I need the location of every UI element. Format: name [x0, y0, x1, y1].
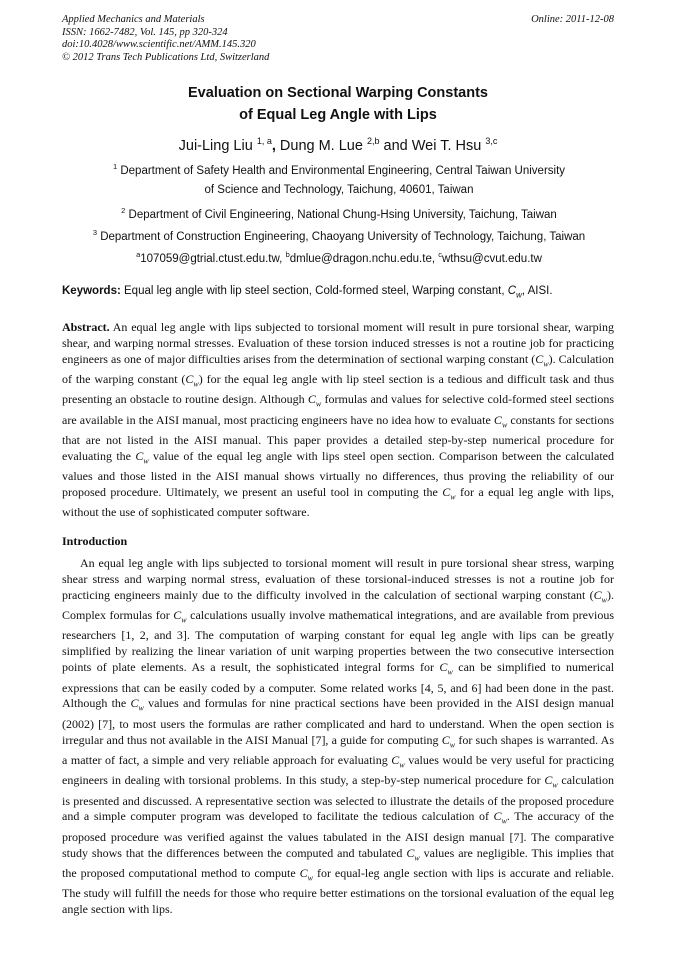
abstract: Abstract. An equal leg angle with lips subjected to torsional moment will result in pure torsional shear, warping shear, and warping normal stresses. Evaluation of these torsion induced stresses is not a routine job for practicing engineers as one of major difficulties arises from the determination of sectional warping constant $(C_w)$. Calculation of the warping constant $(C_w)$ for the equal leg angle with lip steel section is a tedious and difficult task and thus presenting an obstacle to routine design. Although $C_w$ formulas and values for selective cold-formed steel sections are available in the AISI manual, most practicing engineers have no idea how to evaluate $C_w$ constants for sections that are not listed in the AISI manual. This paper provides a detailed step-by-step numerical procedure for evaluating the $C_w$ value of the equal leg angle with lips steel open section. Comparison between the calculated values and those listed in the AISI manual shows virtually no differences, thus proving the reliability of our proposed procedure. Ultimately, we present an useful tool in computing the $C_w$ for a equal leg angle with lips, without the use of sophisticated computer software. [62, 320, 615, 520]
section-heading-introduction: Introduction [62, 534, 128, 548]
affiliation-2: $^2$ Department of Civil Engineering, National Chung-Hsing University, Taichung, Taiwan [121, 206, 557, 221]
copyright: © 2012 Trans Tech Publications Ltd, Switzerland [62, 51, 270, 63]
email-a: 107059@gtrial.ctust.edu.tw, [140, 252, 283, 265]
keywords-label: Keywords: [62, 285, 121, 297]
author-2: Dung M. Lue [279, 137, 363, 154]
author-2-affil: 2,b [366, 136, 380, 146]
author-1: Jui-Ling Liu [178, 137, 253, 154]
online-date: Online: 2011-12-08 [531, 14, 614, 25]
title-line-1: Evaluation on Sectional Warping Constants [188, 85, 488, 101]
email-b: dmlue@dragon.nchu.edu.te, [289, 252, 436, 265]
affiliation-1-cont: of Science and Technology, Taichung, 40601, Taiwan [204, 184, 474, 196]
paper-title [62, 82, 614, 126]
title-line-2: of Equal Leg Angle with Lips [239, 107, 437, 123]
keywords: Keywords: Equal leg angle with lip steel section, Cold-formed steel, Warping constant, $C_w$, AISI. [62, 285, 553, 300]
journal-header [62, 14, 269, 64]
doi: doi:10.4028/www.scientific.net/AMM.145.320 [62, 39, 256, 50]
journal-name: Applied Mechanics and Materials [62, 14, 205, 25]
email-c: wthsu@cvut.edu.tw [442, 252, 542, 265]
author-1-affil: 1, a [256, 136, 272, 146]
author-3: Wei T. Hsu [411, 137, 482, 154]
affiliation-3: $^3$ Department of Construction Engineering, Chaoyang University of Technology, Taichung, Taiwan [92, 228, 586, 243]
introduction-paragraph: An equal leg angle with lips subjected to torsional moment will result in pure torsional shear stress, warping shear stress and warping normal stress, evaluation of these torsional-induced stresses is not a routine job for practicing engineers mainly due to the difficulty involved in the calculation of sectional warping constant $(C_w)$. Complex formulas for $C_w$ calculations usually involve mathematical integrations, and are available from previous researchers [1, 2, and 3]. The computation of warping constant for equal leg angle with lips can be greatly simplified by realizing the linear variation of unit warping properties between the two consecutive intersection points of plate elements. As a result, the sophisticated integral forms for $C_w$ can be simplified to numerical expressions that can be easily coded by a computer. Some related works [4, 5, and 6] had been done in the past. Although the $C_w$ values and formulas for nine practical sections have been provided in the AISI design manual (2002) [7], to most users the formulas are rather complicated and hard to understand. When the open section is irregular and thus not available in the AISI Manual [7], a guide for computing $C_w$ for such shapes is warranted. As a matter of fact, a simple and very reliable approach for evaluating $C_w$ values would be very useful for practicing engineers in dealing with torsional problems. In this study, a step-by-step numerical procedure for $C_w$ calculation is presented and discussed. A representative section was selected to illustrate the details of the proposed procedure and a simple computer program was developed to facilitate the tedious calculation of $C_w$. The accuracy of the proposed procedure was verified against the values tabulated in the AISI design manual [7]. The comparative study shows that the differences between the computed and tabulated $C_w$ values are negligible. This implies that the proposed computational method to compute $C_w$ for equal-leg angle section with lips is accurate and reliable. The study will fulfill the needs for those who require better estimations on the torsional evaluation of the equal leg angle section with lips. [62, 556, 615, 917]
author-list: Jui-Ling Liu $^{1, a}$, Dung M. Lue $^{2,b}$ and Wei T. Hsu $^{3,c}$ [178, 136, 498, 154]
issn: ISSN: 1662-7482, Vol. 145, pp 320-324 [62, 26, 228, 38]
affiliation-1: $^1$ Department of Safety Health and Environmental Engineering, Central Taiwan University [112, 162, 566, 177]
abstract-label: Abstract. [62, 320, 110, 334]
author-emails: $^a$107059@gtrial.ctust.edu.tw, $^b$dmlue@dragon.nchu.edu.te, $^c$wthsu@cvut.edu.tw [136, 250, 542, 265]
author-3-affil: 3,c [485, 136, 498, 146]
